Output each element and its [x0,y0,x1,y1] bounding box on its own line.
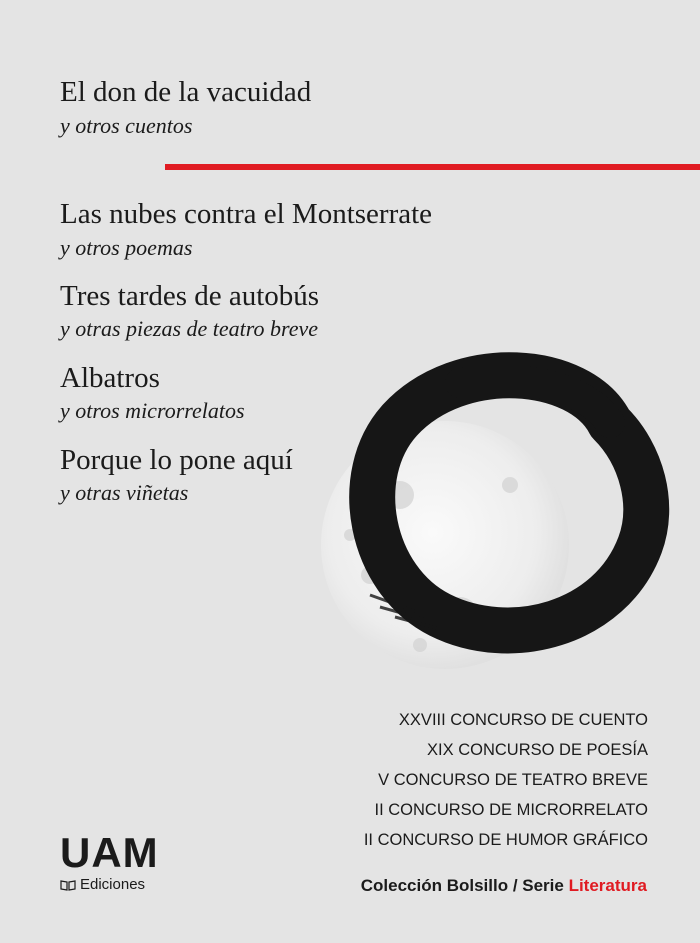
contest-2: XIX CONCURSO DE POESÍA [427,741,648,759]
logo-subtitle [60,877,145,892]
enso-stroke-tail [460,380,610,423]
work-4-subtitle: y otros microrrelatos [60,398,245,423]
red-divider [165,164,700,170]
work-3-title: Tres tardes de autobús [60,280,320,312]
contest-1: XXVIII CONCURSO DE CUENTO [398,711,648,729]
work-4-title: Albatros [60,362,160,394]
work-1-subtitle: y otros cuentos [60,113,193,138]
collection-series: Literatura [568,876,647,895]
enso-moon-illustration [310,345,670,695]
logo-mark: UAM [60,829,159,876]
logo-name: Ediciones [80,876,146,893]
contest-3: V CONCURSO DE TEATRO BREVE [378,771,648,789]
work-1-title: El don de la vacuidad [60,76,312,108]
collection-line [361,877,647,894]
open-book-icon [60,879,76,891]
collection-prefix: Colección Bolsillo / Serie [360,876,569,895]
work-2-subtitle: y otros poemas [60,235,193,260]
contest-4: II CONCURSO DE MICRORRELATO [374,801,648,819]
work-5-title: Porque lo pone aquí [60,444,293,476]
work-2-title: Las nubes contra el Montserrate [60,198,433,230]
work-3-subtitle: y otras piezas de teatro breve [60,316,319,341]
uam-ediciones-logo [60,829,170,896]
contest-5: II CONCURSO DE HUMOR GRÁFICO [363,831,648,849]
work-5-subtitle: y otras viñetas [60,480,189,505]
